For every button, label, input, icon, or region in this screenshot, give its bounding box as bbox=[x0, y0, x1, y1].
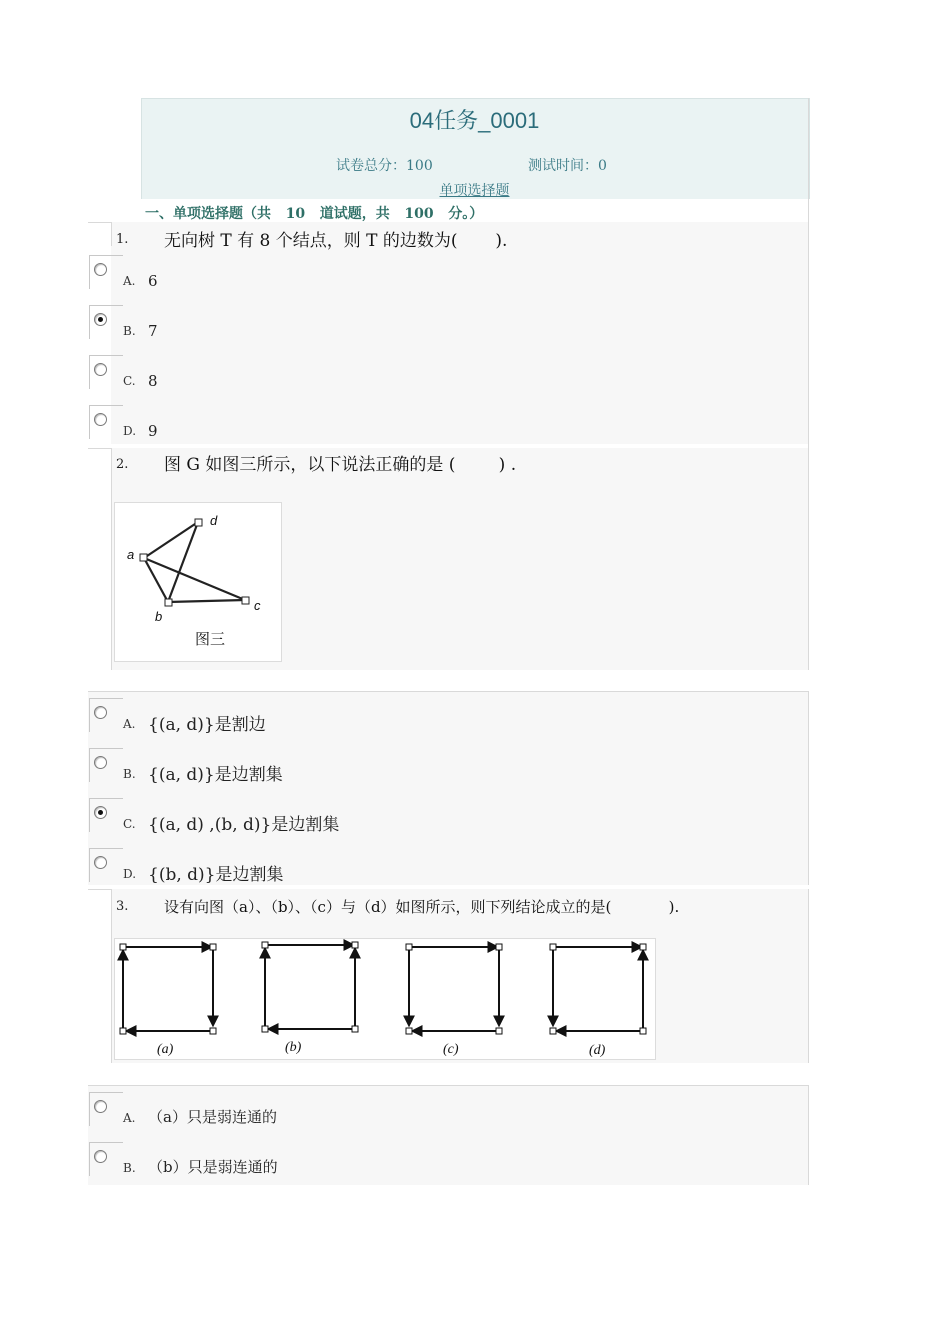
panel-border-right bbox=[808, 889, 809, 1063]
vertex-label-a: a bbox=[127, 547, 135, 562]
q1-option-a-letter: A. bbox=[123, 274, 136, 288]
graph-g-drawing bbox=[115, 503, 281, 661]
q1-option-b-text: 7 bbox=[148, 322, 158, 340]
q2-option-a-text: {(a, d)}是割边 bbox=[148, 715, 266, 735]
panel-border-right bbox=[808, 1085, 809, 1185]
question-1-text: 无向树 T 有 8 个结点，则 T 的边数为( ). bbox=[164, 231, 508, 251]
divider bbox=[88, 691, 808, 692]
total-score: 试卷总分：100 bbox=[336, 158, 433, 174]
divider bbox=[88, 889, 112, 890]
divider bbox=[88, 1085, 808, 1086]
q2-option-d-text: {(b, d)}是边割集 bbox=[148, 865, 284, 885]
question-3-number: 3. bbox=[116, 899, 129, 914]
divider bbox=[88, 222, 112, 223]
q2-option-d-radio[interactable] bbox=[94, 856, 107, 869]
divider bbox=[111, 222, 112, 246]
q1-option-d-radio[interactable] bbox=[94, 413, 107, 426]
figure-caption-a: (a) bbox=[157, 1042, 174, 1057]
q1-option-b-letter: B. bbox=[123, 324, 136, 338]
q3-option-a-letter: A. bbox=[123, 1111, 136, 1125]
section-title: 一、单项选择题（共 10 道试题，共 100 分。） bbox=[145, 206, 484, 222]
question-1-panel bbox=[111, 222, 808, 444]
q2-option-c-radio[interactable] bbox=[94, 806, 107, 819]
q1-option-a-text: 6 bbox=[148, 272, 158, 290]
q1-option-c-text: 8 bbox=[148, 372, 158, 390]
vertex-label-b: b bbox=[155, 609, 163, 624]
q1-option-c-letter: C. bbox=[123, 374, 136, 388]
q3-option-b-letter: B. bbox=[123, 1161, 136, 1175]
divider bbox=[111, 448, 112, 670]
test-time: 测试时间：0 bbox=[528, 158, 607, 174]
q1-option-d-text: 9 bbox=[148, 422, 158, 440]
q2-option-b-text: {(a, d)}是边割集 bbox=[148, 765, 283, 785]
panel-border-right bbox=[808, 98, 809, 670]
section-link[interactable]: 单项选择题 bbox=[439, 183, 510, 199]
question-1-number: 1. bbox=[116, 232, 129, 247]
q1-option-a-radio[interactable] bbox=[94, 263, 107, 276]
question-2-number: 2. bbox=[116, 457, 129, 472]
question-2-text: 图 G 如图三所示，以下说法正确的是 ( ) . bbox=[164, 455, 517, 475]
q2-option-c-text: {(a, d) ,(b, d)}是边割集 bbox=[148, 815, 340, 835]
exam-title: 04任务_0001 bbox=[409, 108, 540, 133]
q2-option-c-letter: C. bbox=[123, 817, 136, 831]
vertex-label-c: c bbox=[254, 598, 261, 613]
divider bbox=[111, 889, 112, 1063]
q3-option-a-text: （a）只是弱连通的 bbox=[148, 1108, 277, 1126]
q3-option-b-radio[interactable] bbox=[94, 1150, 107, 1163]
q1-option-b-radio[interactable] bbox=[94, 313, 107, 326]
q3-option-b-text: （b）只是弱连通的 bbox=[148, 1158, 278, 1176]
q3-option-a-radio[interactable] bbox=[94, 1100, 107, 1113]
q1-option-d-letter: D. bbox=[123, 424, 137, 438]
q2-option-b-letter: B. bbox=[123, 767, 136, 781]
digraphs-drawing bbox=[115, 939, 655, 1059]
graph-figure-3 bbox=[114, 502, 282, 662]
figure-caption-c: (c) bbox=[443, 1042, 459, 1057]
digraph-figure bbox=[114, 938, 656, 1060]
question-3-text: 设有向图（a）、（b）、（c）与（d）如图所示，则下列结论成立的是( ). bbox=[164, 898, 680, 916]
q2-option-d-letter: D. bbox=[123, 867, 137, 881]
panel-border-right bbox=[808, 691, 809, 885]
q2-option-a-letter: A. bbox=[123, 717, 136, 731]
q2-option-a-radio[interactable] bbox=[94, 706, 107, 719]
q2-option-b-radio[interactable] bbox=[94, 756, 107, 769]
divider bbox=[88, 448, 112, 449]
q1-option-c-radio[interactable] bbox=[94, 363, 107, 376]
vertex-label-d: d bbox=[210, 513, 218, 528]
figure-caption-b: (b) bbox=[285, 1040, 302, 1055]
figure-caption-d: (d) bbox=[589, 1043, 606, 1058]
figure-caption: 图三 bbox=[195, 630, 226, 648]
